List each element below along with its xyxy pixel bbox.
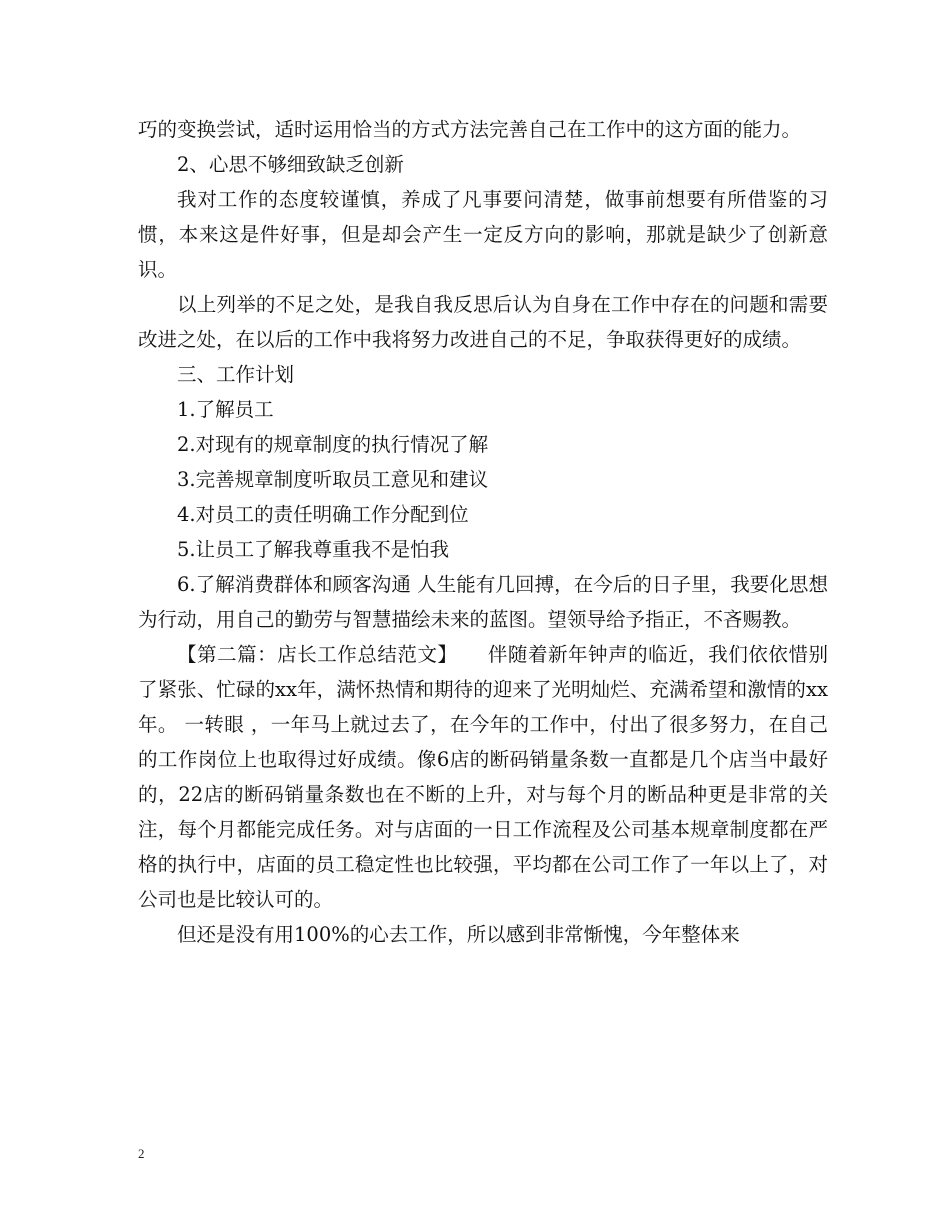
plan-item-4: 4.对员工的责任明确工作分配到位	[177, 503, 469, 526]
paragraph-summary-shortcomings: 以上列举的不足之处，是我自我反思后认为自身在工作中存在的问题和需要改进之处，在以后的工作中我将努力改进自己的不足，争取获得更好的成绩。	[138, 293, 828, 351]
paragraph-attitude: 我对工作的态度较谨慎，养成了凡事要问清楚，做事前想要有所借鉴的习惯，本来这是件好事，但是却会产生一定反方向的影响，那就是缺少了创新意识。	[138, 188, 828, 281]
subheading-lack-innovation: 2、心思不够细致缺乏创新	[177, 153, 404, 176]
plan-item-2: 2.对现有的规章制度的执行情况了解	[177, 433, 489, 456]
paragraph-continuation: 巧的变换尝试，适时运用恰当的方式方法完善自己在工作中的这方面的能力。	[138, 118, 802, 141]
plan-item-3: 3.完善规章制度听取员工意见和建议	[177, 468, 489, 491]
plan-item-1: 1.了解员工	[177, 398, 274, 421]
page-number: 2	[138, 1146, 145, 1161]
plan-item-6: 6.了解消费群体和顾客沟通 人生能有几回搏，在今后的日子里，我要化思想为行动，用自己的勤劳与智慧描绘未来的蓝图。望领导给予指正，不吝赐教。	[138, 573, 828, 631]
heading-work-plan: 三、工作计划	[177, 363, 295, 386]
paragraph-closing: 但还是没有用100%的心去工作，所以感到非常惭愧，今年整体来	[177, 923, 740, 946]
plan-item-5: 5.让员工了解我尊重我不是怕我	[177, 538, 450, 561]
document-body	[138, 112, 828, 952]
paragraph-second-article: 【第二篇：店长工作总结范文】 伴随着新年钟声的临近，我们依依惜别了紧张、忙碌的xx年，满怀热情和期待的迎来了光明灿烂、充满希望和激情的xx年。 一转眼 ，一年马上就过去了，在今年的工作中，付出了很多努力，在自己的工作岗位上也取得过好成绩。像6店的断码销量条数一直都是几个店当中最好的，22店的断码销量条数也在不断的上升，对与每个月的断品种更是非常的关注，每个月都能完成任务。对与店面的一日工作流程及公司基本规章制度都在严格的执行中，店面的员工稳定性也比较强，平均都在公司工作了一年以上了，对公司也是比较认可的。	[138, 643, 828, 911]
